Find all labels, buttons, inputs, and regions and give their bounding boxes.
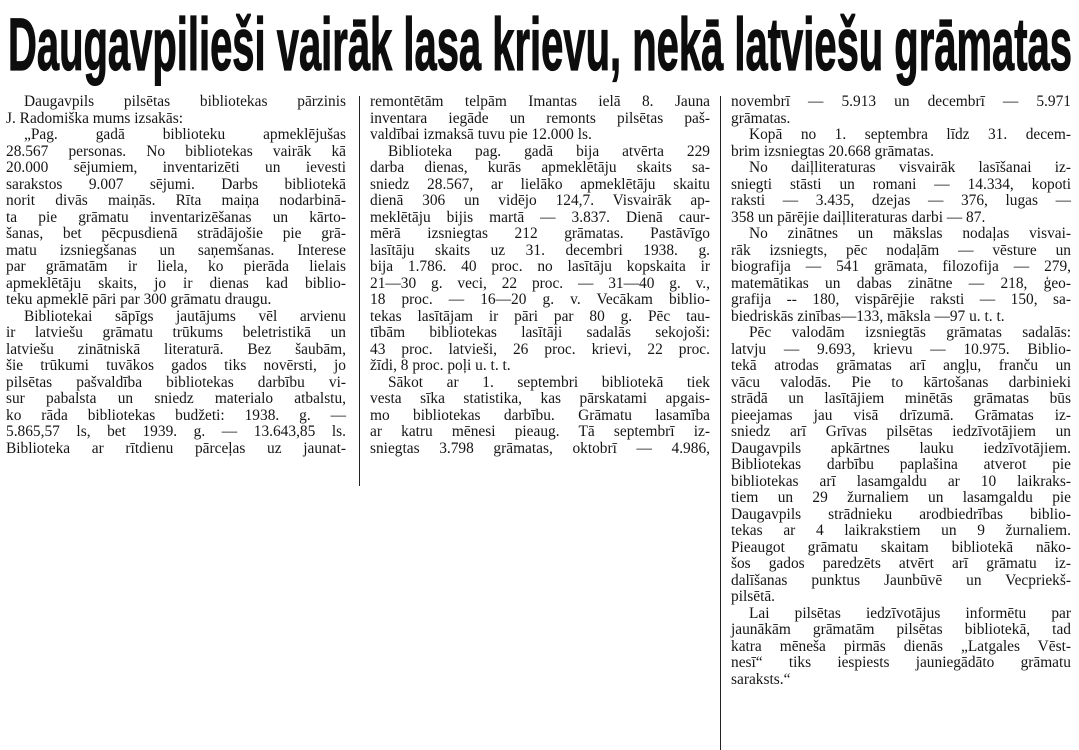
article-text-line: 21—30 g. veci, 22 proc. — 31—40 g. v.,: [370, 274, 710, 292]
article-column-1: [6, 94, 346, 457]
article-text-line: grafija -- 180, vispārējie raksti — 150, sa-: [731, 291, 1071, 308]
article-text-line: raksti — 3.435, dzejas — 376, lugas —: [731, 192, 1071, 209]
article-text-line: strādā un lasītājiem minētās grāmatas būs: [731, 390, 1071, 407]
article-text-line: sniedz 28.567, ar lielāko apmeklētāju skaitu: [370, 175, 710, 193]
article-text-line: rāk izsniegts, pēc nodaļām — vēsture un: [731, 241, 1071, 259]
article-text-line: brim izsniegtas 20.668 grāmatas.: [731, 142, 935, 160]
article-text-line: ir latviešu grāmatu trūkums beletristikā un: [6, 324, 346, 341]
article-text-line: ar katru mēnesi pieaug. Tā septembrī iz-: [370, 423, 710, 440]
headline: [6, 0, 1074, 86]
article-text-line: bibliotekas arī lasamgaldu ar 10 laikraks-: [731, 472, 1071, 490]
column-divider: [359, 96, 360, 486]
article-text-line: bija 1.786. 40 proc. no lasītāju kopskaita ir: [370, 258, 710, 275]
article-text-line: pilsētā.: [731, 588, 776, 605]
article-text-line: meklētāju bijis martā — 3.837. Dienā caur-: [370, 208, 710, 226]
article-text-line: mo bibliotekas darbību. Grāmatu lasamība: [370, 406, 710, 424]
article-text-line: katra mēneša pirmās dienās „Latgales Vēst-: [731, 637, 1071, 655]
article-text-line: dienā 306 un vidējo 124,7. Visvairāk ap-: [370, 192, 710, 209]
article-text-line: apmeklētāju skaits, jo ir dienas kad biblio-: [6, 274, 346, 292]
article-text-line: 20.000 sējumiem, inventarizēti un ievesti: [6, 159, 346, 176]
article-text-line: 18 proc. — 16—20 g. v. Vecākam biblio-: [370, 291, 710, 308]
article-text-line: Daugavpils strādnieku arodbiedrības biblio-: [731, 505, 1071, 523]
article-text-line: novembrī — 5.913 un decembrī — 5.971: [731, 93, 1071, 110]
article-text-line: Bibliotekas darbību paplašina atverot pie: [731, 456, 1071, 473]
article-text-line: sur pabalsta un sniedz materialo atbalstu,: [6, 390, 346, 407]
article-text-line: latvju — 9.693, krievu — 10.975. Biblio-: [731, 340, 1071, 358]
column-divider: [720, 96, 721, 750]
article-text-line: ko rāda bibliotekas budžeti: 1938. g. —: [6, 406, 346, 424]
article-text-line: Biblioteka pag. gadā bija atvērta 229: [388, 142, 710, 160]
article-text-line: J. Radomiška mums izsakās:: [6, 109, 183, 127]
article-text-line: dalīšanas punktus Jaunbūvē un Vecpriekš-: [731, 571, 1071, 589]
article-text-line: šanas, bet pēcpusdienā strādājošie pie grā-: [6, 225, 346, 242]
article-text-line: mērā izsniegtas 212 grāmatas. Pastāvīgo: [370, 225, 710, 242]
article-text-line: jaunākām grāmatām pilsētas bibliotekā, tad: [731, 621, 1071, 638]
article-text-line: matemātikas un dabas zinātne — 218, ģeo-: [731, 274, 1071, 292]
article-text-line: sniegti stāsti un romani — 14.334, kopoti: [731, 175, 1071, 193]
article-text-line: remontētām telpām Imantas ielā 8. Jauna: [370, 93, 710, 110]
article-text-line: biedriskās zinības—133, māksla —97 u. t. t.: [731, 307, 1005, 325]
article-text-line: Daugavpils apkārtnes lauku iedzīvotājiem.: [731, 439, 1071, 457]
article-text-line: 5.865,57 ls, bet 1939. g. — 13.643,85 ls.: [6, 423, 346, 440]
article-text-line: saraksts.“: [731, 670, 791, 688]
article-text-line: No zinātnes un mākslas nodaļas visvai-: [749, 225, 1071, 242]
article-text-line: tekā atrodas grāmatas arī angļu, franču un: [731, 357, 1071, 374]
article-text-line: pieejamas jau visā drīzumā. Grāmatas iz-: [731, 406, 1071, 424]
article-text-line: inventara iegāde un remonts pilsētas paš-: [370, 109, 710, 127]
article-column-3: [731, 94, 1071, 688]
article-text-line: teku apmeklē pāri par 300 grāmatu draugu.: [6, 291, 272, 308]
article-text-line: 43 proc. latvieši, 26 proc. krievi, 22 proc.: [370, 340, 710, 358]
article-text-line: Biblioteka ar rītdienu pārceļas uz jaunat-: [6, 439, 346, 457]
article-text-line: darba dienas, kurās apmeklētāju skaits sa-: [370, 159, 710, 176]
article-text-line: žīdi, 8 proc. poļi u. t. t.: [370, 357, 511, 374]
article-text-line: šos gados paredzēts atvērt arī grāmatu iz-: [731, 555, 1071, 572]
article-text-line: tībām bibliotekas lasītāji sadalās sekojoši:: [370, 324, 710, 341]
article-text-line: 28.567 personas. No bibliotekas vairāk kā: [6, 142, 346, 160]
article-text-line: 358 un pārējie daiļliteraturas darbi — 87.: [731, 208, 986, 226]
article-text-line: latviešu zinātniskā literaturā. Bez šaubām,: [6, 340, 346, 358]
article-text-line: ta pie grāmatu inventarizēšanas un kārto-: [6, 208, 346, 226]
article-text-line: tiem un 29 žurnaliem un lasamgaldu pie: [731, 489, 1071, 506]
article-text-line: norit divās maiņās. Rīta maiņa nodarbinā-: [6, 192, 346, 209]
article-text-line: Kopā no 1. septembra līdz 31. decem-: [749, 126, 1071, 143]
article-text-line: Pieaugot grāmatu skaitam bibliotekā nāko-: [731, 538, 1071, 556]
article-text-line: biografija — 541 grāmata, filozofija — 279,: [731, 258, 1071, 275]
article-text-line: Daugavpils pilsētas bibliotekas pārzinis: [24, 93, 346, 110]
article-text-line: No daiļliteraturas visvairāk lasīšanai iz-: [749, 159, 1071, 176]
article-text-line: šie trūkumi tuvākos gados tiks novērsti, jo: [6, 357, 346, 374]
article-text-line: matu izsniegšanas un saņemšanas. Interese: [6, 241, 346, 259]
article-text-line: lasītāju skaits uz 31. decembri 1938. g.: [370, 241, 710, 259]
article-text-line: tekas lasītājam ir pāri par 80 g. Pēc tau-: [370, 307, 710, 325]
article-text-line: nesī“ tiks iespiests jauniegādāto grāmatu: [731, 654, 1071, 671]
article-text-line: valdībai izmaksā tuvu pie 12.000 ls.: [370, 126, 592, 143]
article-text-line: tekas ar 4 laikrakstiem un 9 žurnaliem.: [731, 522, 1071, 539]
article-text-line: „Pag. gadā biblioteku apmeklējušas: [24, 126, 346, 143]
article-text-line: Sākot ar 1. septembri bibliotekā tiek: [388, 373, 710, 391]
article-text-line: sarakstos 9.007 sējumi. Darbs bibliotekā: [6, 175, 346, 193]
article-text-line: sniegtas 3.798 grāmatas, oktobrī — 4.986,: [370, 439, 710, 457]
headline-svg: [6, 0, 1074, 86]
article-text-line: Pēc valodām izsniegtās grāmatas sadalās:: [749, 324, 1071, 341]
article-text-line: Lai pilsētas iedzīvotājus informētu par: [749, 604, 1071, 622]
article-text-line: vesta sīka statistika, kas pārskatami apgais-: [370, 390, 710, 407]
article-text-line: sniedz arī Grīvas pilsētas iedzīvotājiem un: [731, 423, 1071, 440]
article-text-line: vācu valodās. Pie to kārtošanas darbinieki: [731, 373, 1071, 391]
article-text-line: par grāmatām ir liela, ko pierāda lielais: [6, 258, 346, 275]
article-text-line: pilsētas pašvaldība bibliotekas darbību vi-: [6, 373, 346, 391]
article-text-line: Bibliotekai sāpīgs jautājums vēl arvienu: [24, 307, 346, 325]
headline-text: Daugavpilieši vairāk lasa krievu, nekā latviešu grāmatas: [8, 3, 1072, 86]
article-text-line: grāmatas.: [731, 109, 791, 127]
article-column-2: [370, 94, 710, 457]
